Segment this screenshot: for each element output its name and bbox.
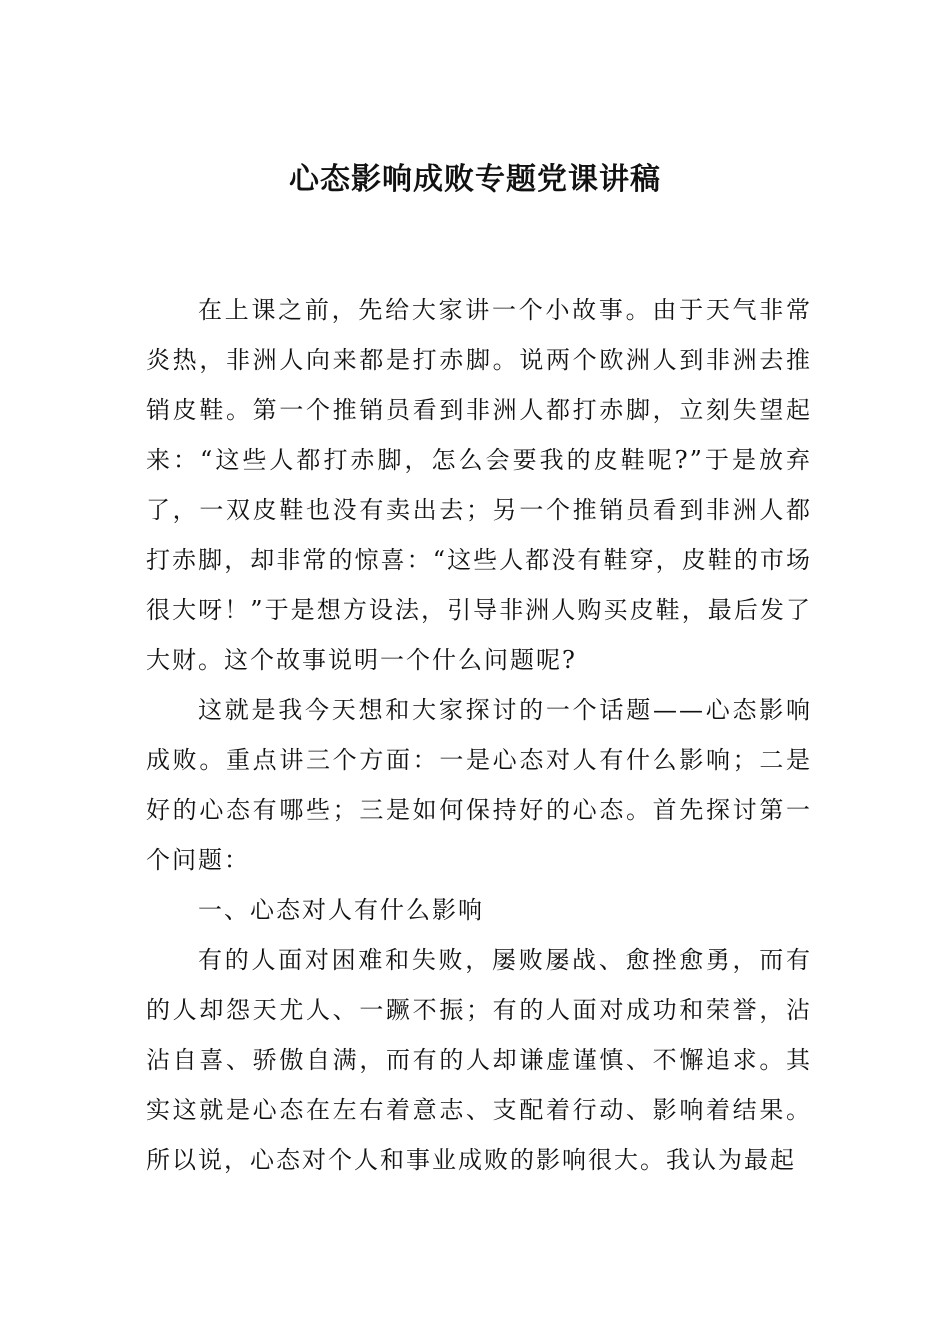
paragraph-section-1: 有的人面对困难和失败，屡败屡战、愈挫愈勇，而有的人却怨天尤人、一蹶不振；有的人面对成功和荣誉，沾沾自喜、骄傲自满，而有的人却谦虚谨慎、不懈追求。其实这就是心态在左右着意志、支配着行动、影响着结果。所以说，心态对个人和事业成败的影响很大。我认为最起 xyxy=(146,946,812,1174)
paragraph-story: 在上课之前，先给大家讲一个小故事。由于天气非常炎热，非洲人向来都是打赤脚。说两个欧洲人到非洲去推销皮鞋。第一个推销员看到非洲人都打赤脚，立刻失望起来：“这些人都打赤脚，怎么会要我的皮鞋呢?”于是放弃了，一双皮鞋也没有卖出去；另一个推销员看到非洲人都打赤脚，却非常的惊喜：“这些人都没有鞋穿，皮鞋的市场很大呀！”于是想方设法，引导非洲人购买皮鞋，最后发了大财。这个故事说明一个什么问题呢? xyxy=(146,296,812,674)
section-heading-1: 一、心态对人有什么影响 xyxy=(198,896,484,924)
paragraph-topic-intro: 这就是我今天想和大家探讨的一个话题——心态影响成败。重点讲三个方面：一是心态对人有什么影响；二是好的心态有哪些；三是如何保持好的心态。首先探讨第一个问题： xyxy=(146,696,812,874)
document-body xyxy=(146,285,812,1185)
document-title: 心态影响成败专题党课讲稿 xyxy=(289,162,661,197)
